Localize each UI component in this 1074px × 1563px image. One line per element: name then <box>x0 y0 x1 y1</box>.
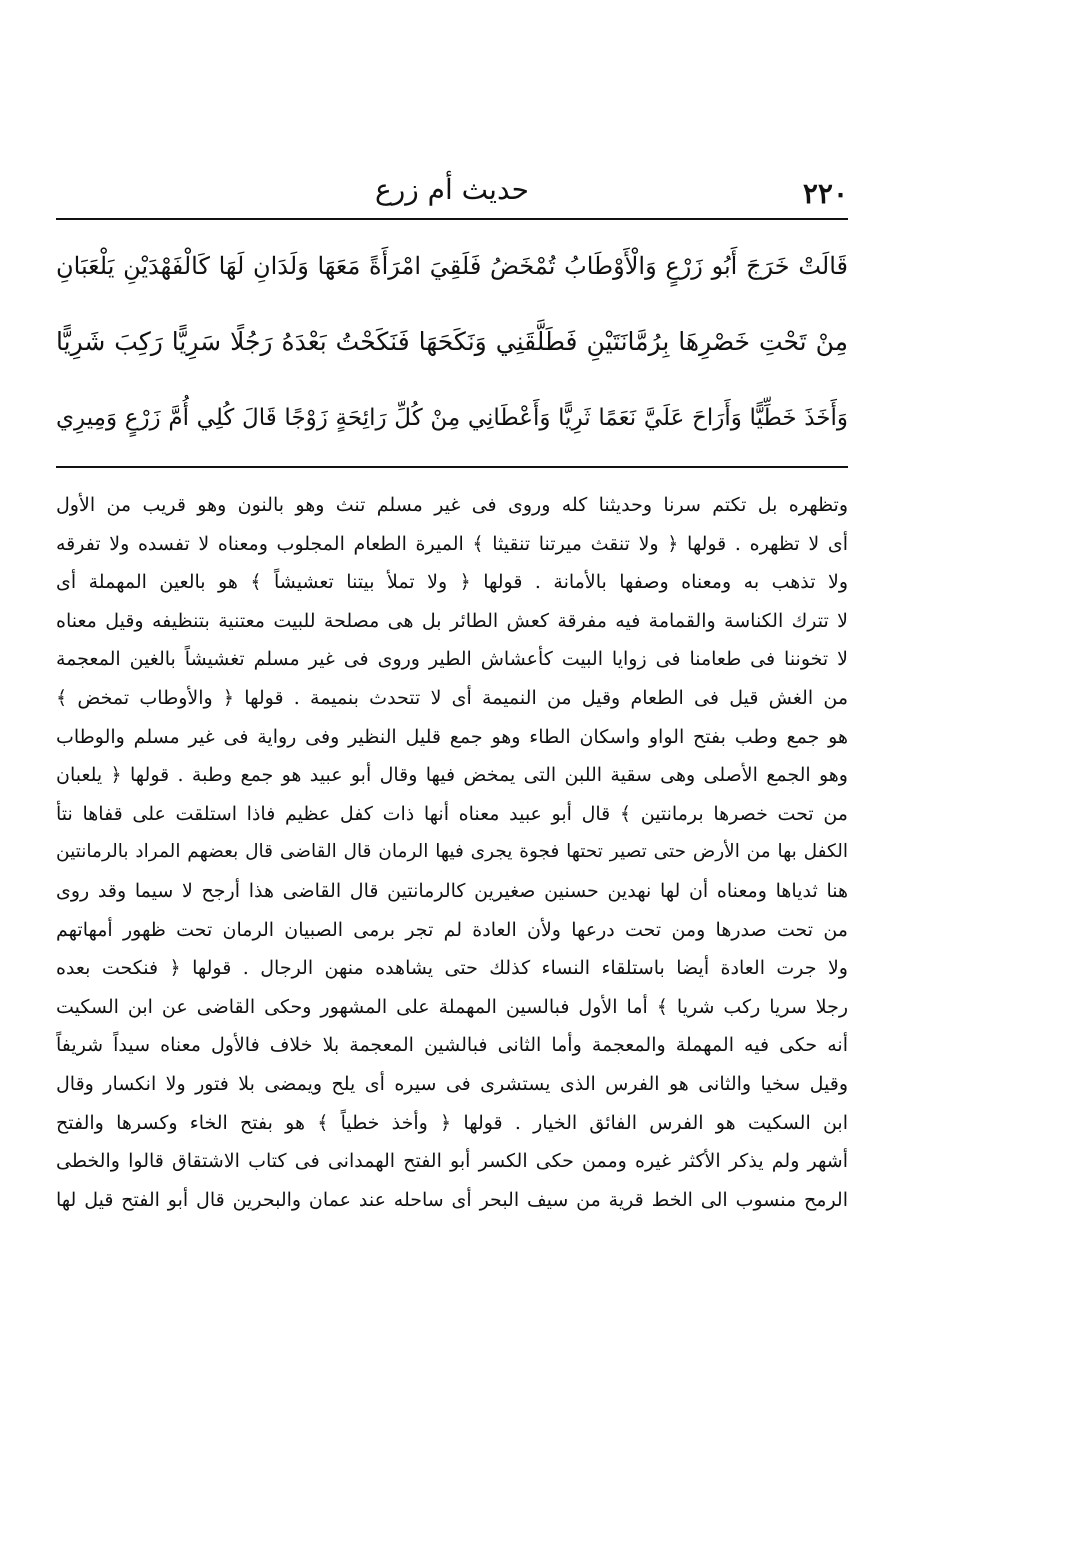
commentary-line: الرمح منسوب الى الخط قرية من سيف البحر أى ساحله عند عمان والبحرين قال أبو الفتح قيل لها <box>56 1188 848 1211</box>
header-rule <box>56 218 848 220</box>
hadith-line: وَأَخَذَ خَطِّيًّا وَأَرَاحَ عَلَيَّ نَعَمًا ثَرِيًّا وَأَعْطَانِي مِنْ كُلِّ رَائِحَةٍ زَوْجًا قَالَ كُلِي أُمَّ زَرْعٍ وَمِيرِي <box>56 405 848 431</box>
running-head <box>56 172 848 216</box>
commentary-line: وهو الجمع الأصلى وهى سقية اللبن التى يمخض فيها وقال أبو عبيد هو جمع وطبة . قولها ﴿ يلعبان <box>56 764 848 787</box>
commentary-line: ابن السكيت هو الفرس الفائق الخيار . قولها ﴿ وأخذ خطياً ﴾ هو بفتح الخاء وكسرها والفتح <box>56 1111 848 1134</box>
hadith-line: مِنْ تَحْتِ خَصْرِهَا بِرُمَّانَتَيْنِ فَطَلَّقَنِي وَنَكَحَهَا فَنَكَحْتُ بَعْدَهُ رَجُلًا سَرِيًّا رَكِبَ شَرِيًّا <box>56 327 848 356</box>
commentary-line: من الغش قيل فى الطعام وقيل من النميمة أى لا تتحدث بنميمة . قولها ﴿ والأوطاب تمخض ﴾ <box>56 686 848 709</box>
hadith-line: قَالَتْ خَرَجَ أَبُو زَرْعٍ وَالْأَوْطَابُ تُمْخَضُ فَلَقِيَ امْرَأَةً مَعَهَا وَلَدَانِ لَهَا كَالْفَهْدَيْنِ يَلْعَبَانِ <box>56 252 848 280</box>
commentary-line: من تحت صدرها ومن تحت درعها ولأن العادة لم تجر برمى الصبيان الرمان تحت ظهور أمهاتهم <box>56 918 848 941</box>
commentary-line: من تحت خصرها برمانتين ﴾ قال أبو عبيد معناه أنها ذات كفل عظيم فاذا استلقت على قفاها نتأ <box>56 802 848 825</box>
commentary-line: ولا تذهب به ومعناه وصفها بالأمانة . قولها ﴿ ولا تملأ بيتنا تعشيشاً ﴾ هو بالعين المهملة أى <box>56 571 848 594</box>
commentary-line: الكفل بها من الأرض حتى تصير تحتها فجوة يجرى فيها الرمان قال القاضى قال بعضهم المراد بالرمانتين <box>56 841 848 863</box>
commentary-line: ولا جرت العادة أيضا باستلقاء النساء كذلك حتى يشاهده منهن الرجال . قولها ﴿ فنكحت بعده <box>56 957 848 980</box>
commentary-line: وقيل سخيا والثانى هو الفرس الذى يستشرى فى سيره أى يلح ويمضى بلا فتور ولا انكسار وقال <box>56 1072 848 1095</box>
commentary-line: أى لا تظهره . قولها ﴿ ولا تنقث ميرتنا تنقيثا ﴾ الميرة الطعام المجلوب ومعناه لا تفسده ولا تفرقه <box>56 532 848 555</box>
page-number: ٢٢٠ <box>802 177 848 210</box>
commentary-line: أنه حكى فيه المهملة والمعجمة وأما الثانى فبالشين المعجمة بلا خلاف فالأول معناه سيداً شريفاً <box>56 1034 848 1057</box>
commentary-line: رجلا سريا ركب شريا ﴾ أما الأول فبالسين المهملة على المشهور وحكى القاضى عن ابن السكيت <box>56 995 848 1018</box>
commentary-line: أشهر ولم يذكر الأكثر غيره وممن حكى الكسر أبو الفتح الهمدانى فى كتاب الاشتقاق قالوا والخطى <box>56 1150 848 1173</box>
commentary-line: هو جمع وطب بفتح الواو واسكان الطاء وهو جمع قليل النظير وفى رواية فى غير مسلم والوطاب <box>56 725 848 748</box>
commentary-line: لا تترك الكناسة والقمامة فيه مفرقة كعش الطائر بل هى مصلحة للبيت معتنية بتنظيفه وقيل معناه <box>56 609 848 632</box>
hadith-text <box>56 228 848 456</box>
commentary-line: لا تخوننا فى طعامنا فى زوايا البيت كأعشاش الطير وروى فى غير مسلم تغشيشاً بالغين المعجمة <box>56 648 848 671</box>
text-separator-rule <box>56 466 848 468</box>
commentary-line: هنا ثدياها ومعناه أن لها نهدين حسنين صغيرين كالرمانتين قال القاضى هذا أرجح لا سيما وقد روى <box>56 879 848 902</box>
commentary-line: وتظهره بل تكتم سرنا وحديثنا كله وروى فى غير مسلم تنث وهو بالنون وهو قريب من الأول <box>56 494 848 516</box>
running-title: حديث أم زرع <box>375 173 529 206</box>
commentary-text <box>56 486 848 1219</box>
